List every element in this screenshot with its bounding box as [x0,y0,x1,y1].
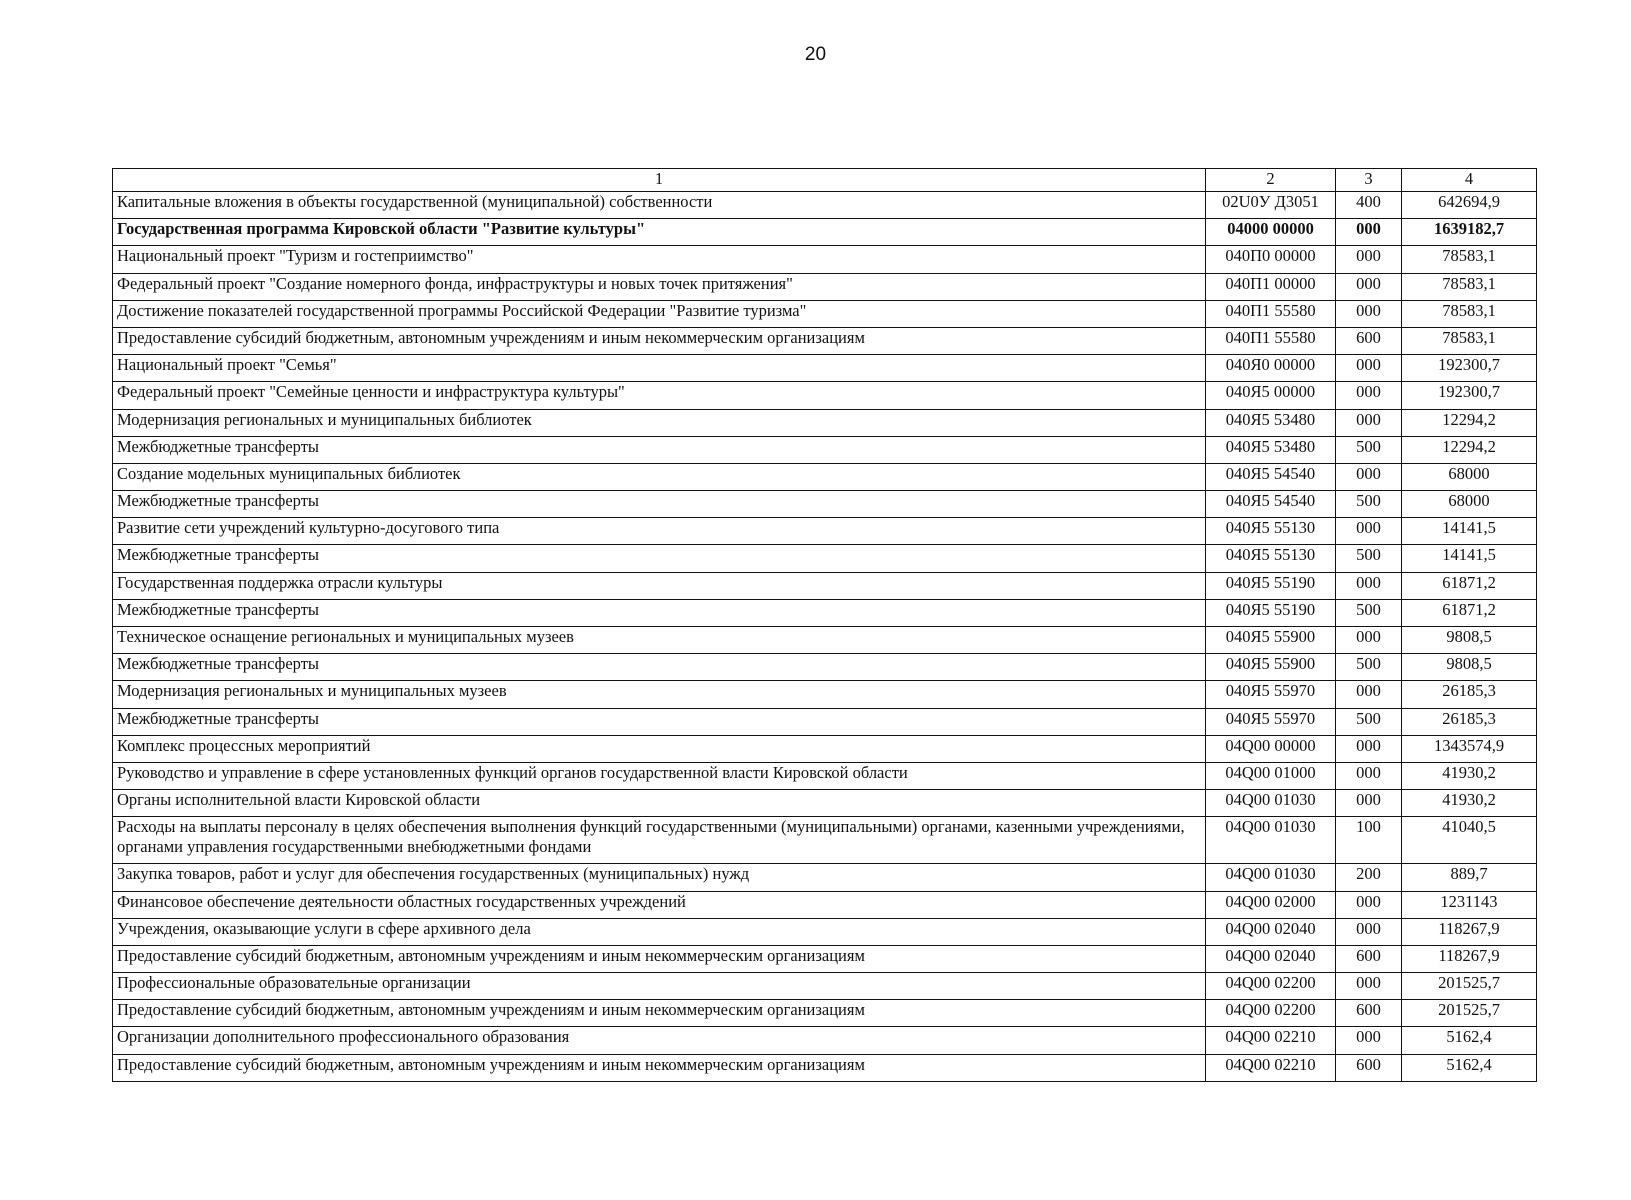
cell-name: Модернизация региональных и муниципальных библиотек [113,409,1206,436]
table-row [113,627,1537,654]
cell-amount: 41930,2 [1402,790,1537,817]
cell-expense-type: 500 [1336,599,1402,626]
table-row [113,409,1537,436]
cell-expense-type: 400 [1336,192,1402,219]
cell-code: 040Я5 55130 [1206,545,1336,572]
cell-amount: 1343574,9 [1402,735,1537,762]
table-row [113,572,1537,599]
cell-name: Предоставление субсидий бюджетным, автономным учреждениям и иным некоммерческим организациям [113,1000,1206,1027]
cell-code: 04Q00 02210 [1206,1054,1336,1081]
table-row [113,681,1537,708]
cell-code: 040П1 55580 [1206,300,1336,327]
cell-expense-type: 100 [1336,817,1402,864]
cell-expense-type: 000 [1336,219,1402,246]
cell-amount: 12294,2 [1402,409,1537,436]
cell-code: 04Q00 01030 [1206,817,1336,864]
cell-name: Федеральный проект "Семейные ценности и инфраструктура культуры" [113,382,1206,409]
cell-name: Государственная поддержка отрасли культуры [113,572,1206,599]
cell-name: Расходы на выплаты персоналу в целях обеспечения выполнения функций государственными (муниципальными) органами, казенными учреждениями, органами управления государственными внебюджетными фондами [113,817,1206,864]
table-row [113,945,1537,972]
cell-name: Учреждения, оказывающие услуги в сфере архивного дела [113,918,1206,945]
cell-name: Предоставление субсидий бюджетным, автономным учреждениям и иным некоммерческим организациям [113,327,1206,354]
cell-name: Капитальные вложения в объекты государственной (муниципальной) собственности [113,192,1206,219]
cell-code: 040Я5 55970 [1206,681,1336,708]
cell-amount: 642694,9 [1402,192,1537,219]
table-row [113,654,1537,681]
table-row [113,762,1537,789]
cell-amount: 68000 [1402,463,1537,490]
cell-expense-type: 000 [1336,273,1402,300]
table-row [113,790,1537,817]
cell-code: 040Я5 00000 [1206,382,1336,409]
table-row [113,973,1537,1000]
cell-code: 040П1 00000 [1206,273,1336,300]
budget-table [112,168,1537,1082]
cell-amount: 201525,7 [1402,973,1537,1000]
cell-code: 04Q00 00000 [1206,735,1336,762]
table-row [113,219,1537,246]
cell-code: 04Q00 02200 [1206,973,1336,1000]
cell-code: 040Я5 55190 [1206,599,1336,626]
cell-amount: 78583,1 [1402,246,1537,273]
cell-code: 04Q00 02210 [1206,1027,1336,1054]
cell-amount: 68000 [1402,491,1537,518]
cell-amount: 26185,3 [1402,708,1537,735]
cell-expense-type: 000 [1336,627,1402,654]
cell-amount: 9808,5 [1402,654,1537,681]
cell-code: 04Q00 01030 [1206,864,1336,891]
table-row [113,436,1537,463]
cell-code: 040Я5 54540 [1206,491,1336,518]
cell-expense-type: 000 [1336,246,1402,273]
cell-amount: 9808,5 [1402,627,1537,654]
cell-name: Межбюджетные трансферты [113,436,1206,463]
cell-name: Достижение показателей государственной программы Российской Федерации "Развитие туризма" [113,300,1206,327]
table-row [113,545,1537,572]
cell-expense-type: 000 [1336,572,1402,599]
cell-code: 040Я5 55970 [1206,708,1336,735]
cell-amount: 5162,4 [1402,1054,1537,1081]
table-row [113,327,1537,354]
table-row [113,817,1537,864]
cell-expense-type: 500 [1336,436,1402,463]
cell-code: 04Q00 02000 [1206,891,1336,918]
cell-code: 040Я5 55130 [1206,518,1336,545]
cell-expense-type: 600 [1336,1054,1402,1081]
cell-code: 04000 00000 [1206,219,1336,246]
cell-amount: 5162,4 [1402,1027,1537,1054]
cell-expense-type: 600 [1336,1000,1402,1027]
cell-name: Межбюджетные трансферты [113,708,1206,735]
cell-expense-type: 600 [1336,945,1402,972]
table-row [113,735,1537,762]
cell-amount: 192300,7 [1402,355,1537,382]
cell-code: 040Я5 55190 [1206,572,1336,599]
cell-name: Создание модельных муниципальных библиотек [113,463,1206,490]
table-row [113,708,1537,735]
column-header-4: 4 [1402,169,1537,192]
cell-name: Органы исполнительной власти Кировской области [113,790,1206,817]
cell-expense-type: 000 [1336,973,1402,1000]
cell-name: Техническое оснащение региональных и муниципальных музеев [113,627,1206,654]
table-body [113,192,1537,1082]
cell-name: Межбюджетные трансферты [113,654,1206,681]
table-row [113,599,1537,626]
column-header-2: 2 [1206,169,1336,192]
table-row [113,518,1537,545]
cell-expense-type: 000 [1336,463,1402,490]
cell-expense-type: 000 [1336,409,1402,436]
cell-name: Межбюджетные трансферты [113,491,1206,518]
table-row [113,382,1537,409]
cell-expense-type: 200 [1336,864,1402,891]
cell-expense-type: 000 [1336,518,1402,545]
cell-expense-type: 500 [1336,491,1402,518]
cell-expense-type: 000 [1336,762,1402,789]
cell-name: Предоставление субсидий бюджетным, автономным учреждениям и иным некоммерческим организациям [113,1054,1206,1081]
cell-name: Межбюджетные трансферты [113,599,1206,626]
cell-code: 040Я5 55900 [1206,654,1336,681]
table-row [113,463,1537,490]
cell-name: Организации дополнительного профессионального образования [113,1027,1206,1054]
table-row [113,273,1537,300]
cell-code: 040Я5 54540 [1206,463,1336,490]
cell-name: Межбюджетные трансферты [113,545,1206,572]
cell-expense-type: 500 [1336,545,1402,572]
cell-amount: 41930,2 [1402,762,1537,789]
table-row [113,300,1537,327]
cell-name: Предоставление субсидий бюджетным, автономным учреждениям и иным некоммерческим организациям [113,945,1206,972]
page-number: 20 [804,44,827,65]
cell-expense-type: 000 [1336,382,1402,409]
cell-amount: 118267,9 [1402,945,1537,972]
cell-code: 04Q00 02040 [1206,918,1336,945]
cell-code: 04Q00 01030 [1206,790,1336,817]
table-row [113,355,1537,382]
cell-expense-type: 000 [1336,891,1402,918]
cell-name: Закупка товаров, работ и услуг для обеспечения государственных (муниципальных) нужд [113,864,1206,891]
cell-name: Развитие сети учреждений культурно-досугового типа [113,518,1206,545]
table-row [113,891,1537,918]
cell-amount: 78583,1 [1402,273,1537,300]
cell-amount: 61871,2 [1402,599,1537,626]
cell-code: 04Q00 02040 [1206,945,1336,972]
cell-name: Комплекс процессных мероприятий [113,735,1206,762]
cell-amount: 889,7 [1402,864,1537,891]
column-header-3: 3 [1336,169,1402,192]
table-row [113,1054,1537,1081]
header-row [113,169,1537,192]
cell-amount: 192300,7 [1402,382,1537,409]
cell-code: 04Q00 01000 [1206,762,1336,789]
cell-expense-type: 600 [1336,327,1402,354]
cell-amount: 61871,2 [1402,572,1537,599]
cell-expense-type: 500 [1336,708,1402,735]
table-row [113,1000,1537,1027]
budget-table-container [112,168,1536,1082]
cell-code: 04Q00 02200 [1206,1000,1336,1027]
cell-name: Национальный проект "Семья" [113,355,1206,382]
cell-expense-type: 000 [1336,681,1402,708]
cell-code: 040Я0 00000 [1206,355,1336,382]
cell-code: 040П1 55580 [1206,327,1336,354]
cell-amount: 41040,5 [1402,817,1537,864]
cell-expense-type: 000 [1336,790,1402,817]
cell-amount: 14141,5 [1402,518,1537,545]
cell-expense-type: 000 [1336,300,1402,327]
table-row [113,246,1537,273]
cell-name: Руководство и управление в сфере установленных функций органов государственной власти Кировской области [113,762,1206,789]
table-header [113,169,1537,192]
cell-code: 040Я5 53480 [1206,436,1336,463]
cell-name: Национальный проект "Туризм и гостеприимство" [113,246,1206,273]
table-row [113,918,1537,945]
cell-name: Модернизация региональных и муниципальных музеев [113,681,1206,708]
cell-name: Государственная программа Кировской области "Развитие культуры" [113,219,1206,246]
table-row [113,864,1537,891]
cell-code: 040П0 00000 [1206,246,1336,273]
cell-amount: 26185,3 [1402,681,1537,708]
table-row [113,192,1537,219]
cell-expense-type: 000 [1336,735,1402,762]
table-row [113,1027,1537,1054]
cell-amount: 1639182,7 [1402,219,1537,246]
cell-amount: 78583,1 [1402,327,1537,354]
cell-name: Федеральный проект "Создание номерного фонда, инфраструктуры и новых точек притяжения" [113,273,1206,300]
cell-code: 02U0У Д3051 [1206,192,1336,219]
cell-name: Финансовое обеспечение деятельности областных государственных учреждений [113,891,1206,918]
cell-name: Профессиональные образовательные организации [113,973,1206,1000]
cell-code: 040Я5 53480 [1206,409,1336,436]
cell-expense-type: 000 [1336,918,1402,945]
table-row [113,491,1537,518]
cell-amount: 14141,5 [1402,545,1537,572]
cell-code: 040Я5 55900 [1206,627,1336,654]
cell-amount: 78583,1 [1402,300,1537,327]
cell-amount: 1231143 [1402,891,1537,918]
cell-amount: 201525,7 [1402,1000,1537,1027]
cell-amount: 12294,2 [1402,436,1537,463]
cell-amount: 118267,9 [1402,918,1537,945]
cell-expense-type: 000 [1336,355,1402,382]
cell-expense-type: 000 [1336,1027,1402,1054]
cell-expense-type: 500 [1336,654,1402,681]
column-header-1: 1 [113,169,1206,192]
